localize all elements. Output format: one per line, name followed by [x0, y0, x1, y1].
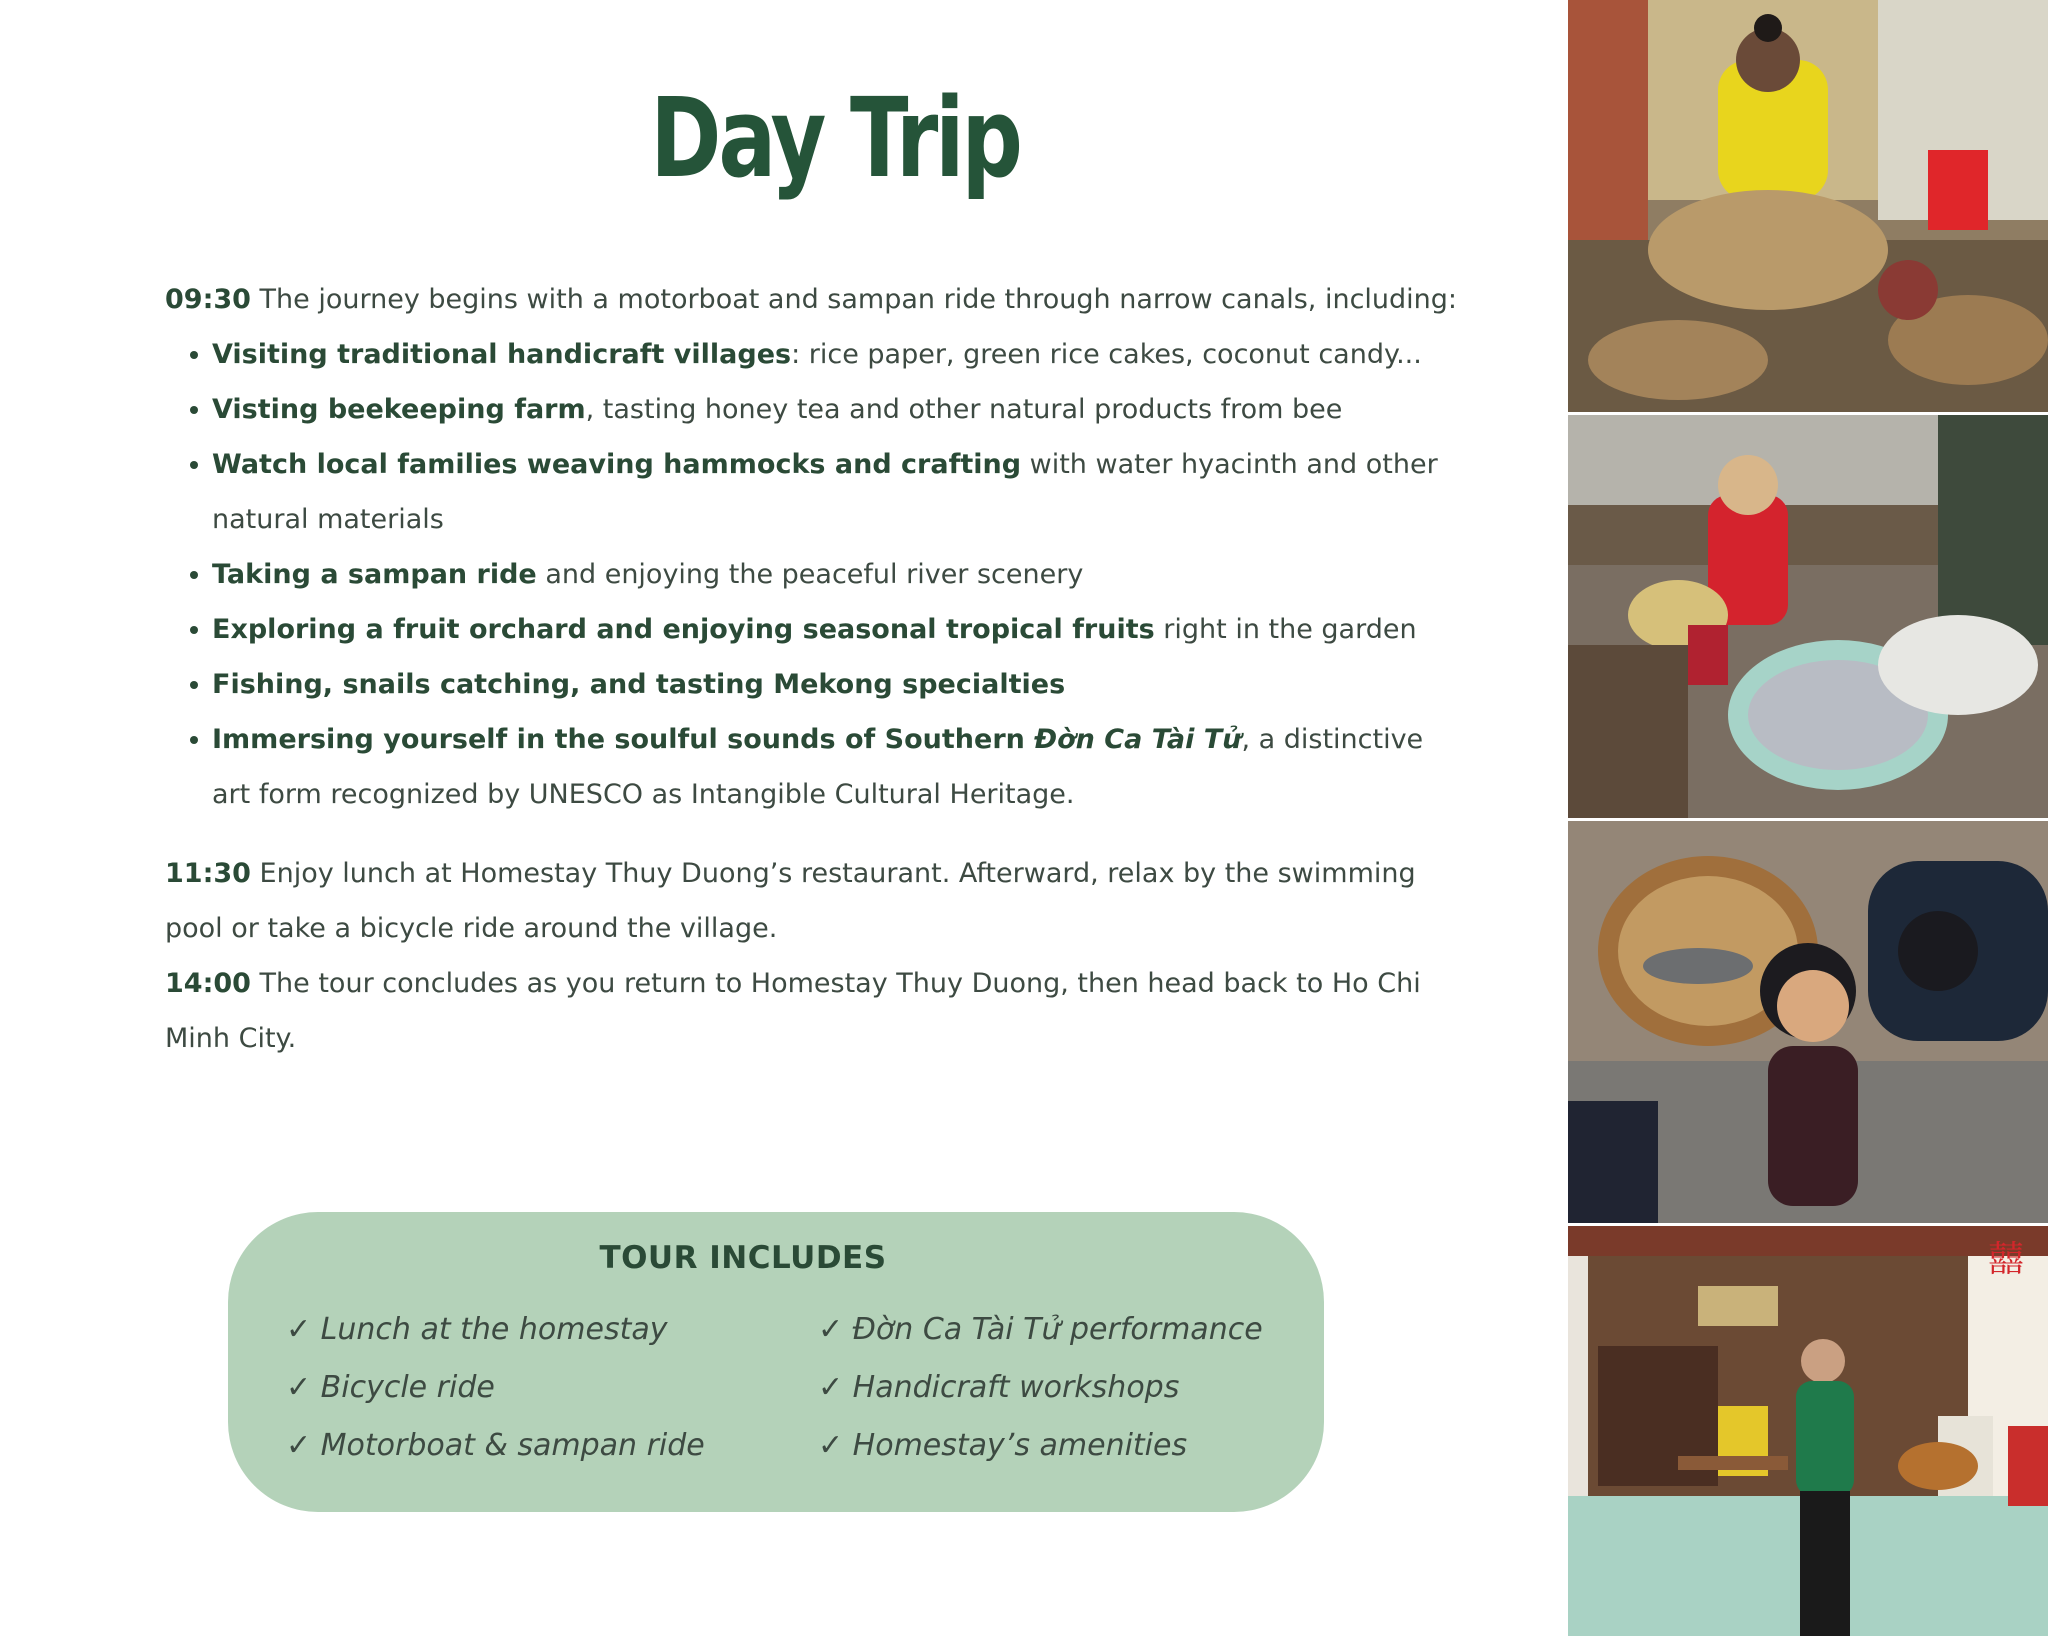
list-item: Taking a sampan ride and enjoying the peaceful river scenery — [212, 547, 1465, 602]
end-paragraph — [165, 956, 1465, 1066]
don-ca-tai-tu-performance-photo — [1568, 1226, 2048, 1636]
photo-column — [1568, 0, 2048, 1636]
itinerary — [165, 272, 1465, 1066]
tour-includes-box — [228, 1212, 1324, 1512]
time-1400: 14:00 — [165, 968, 251, 999]
include-item: ✓ Bicycle ride — [286, 1370, 495, 1405]
list-item: Watch local families weaving hammocks and crafting with water hyacinth and other natural materials — [212, 437, 1465, 547]
lunch-text: Enjoy lunch at Homestay Thuy Duong’s restaurant. Afterward, relax by the swimming pool or take a bicycle ride around the village. — [165, 858, 1416, 944]
lunch-paragraph — [165, 846, 1465, 956]
fish-catching-photo — [1568, 821, 2048, 1223]
page-title: Day Trip — [650, 74, 1020, 202]
list-item: Fishing, snails catching, and tasting Mekong specialties — [212, 657, 1465, 712]
basket-weaving-photo — [1568, 0, 2048, 412]
list-item: Exploring a fruit orchard and enjoying seasonal tropical fruits right in the garden — [212, 602, 1465, 657]
list-item: Visiting traditional handicraft villages: rice paper, green rice cakes, coconut candy... — [212, 327, 1465, 382]
end-text: The tour concludes as you return to Homestay Thuy Duong, then head back to Ho Chi Minh City. — [165, 968, 1421, 1054]
intro-paragraph — [165, 272, 1465, 327]
include-item: ✓ Lunch at the homestay — [286, 1312, 668, 1347]
activity-list — [165, 327, 1465, 822]
time-1130: 11:30 — [165, 858, 251, 889]
svg-text:囍: 囍 — [1988, 1239, 2025, 1280]
include-item: ✓ Handicraft workshops — [818, 1370, 1180, 1405]
time-0930: 09:30 — [165, 284, 251, 315]
list-item: Immersing yourself in the soulful sounds of Southern Đờn Ca Tài Tử, a distinctive art form recognized by UNESCO as Intangible Cultural Heritage. — [212, 712, 1465, 822]
rice-paper-making-photo — [1568, 415, 2048, 818]
include-item: ✓ Motorboat & sampan ride — [286, 1428, 705, 1463]
list-item: Visting beekeeping farm, tasting honey tea and other natural products from bee — [212, 382, 1465, 437]
include-item: ✓ Homestay’s amenities — [818, 1428, 1188, 1463]
include-item: ✓ Đờn Ca Tài Tử performance — [818, 1312, 1263, 1347]
intro-text: The journey begins with a motorboat and sampan ride through narrow canals, including: — [259, 284, 1458, 315]
tour-includes-title: TOUR INCLUDES — [599, 1240, 887, 1276]
